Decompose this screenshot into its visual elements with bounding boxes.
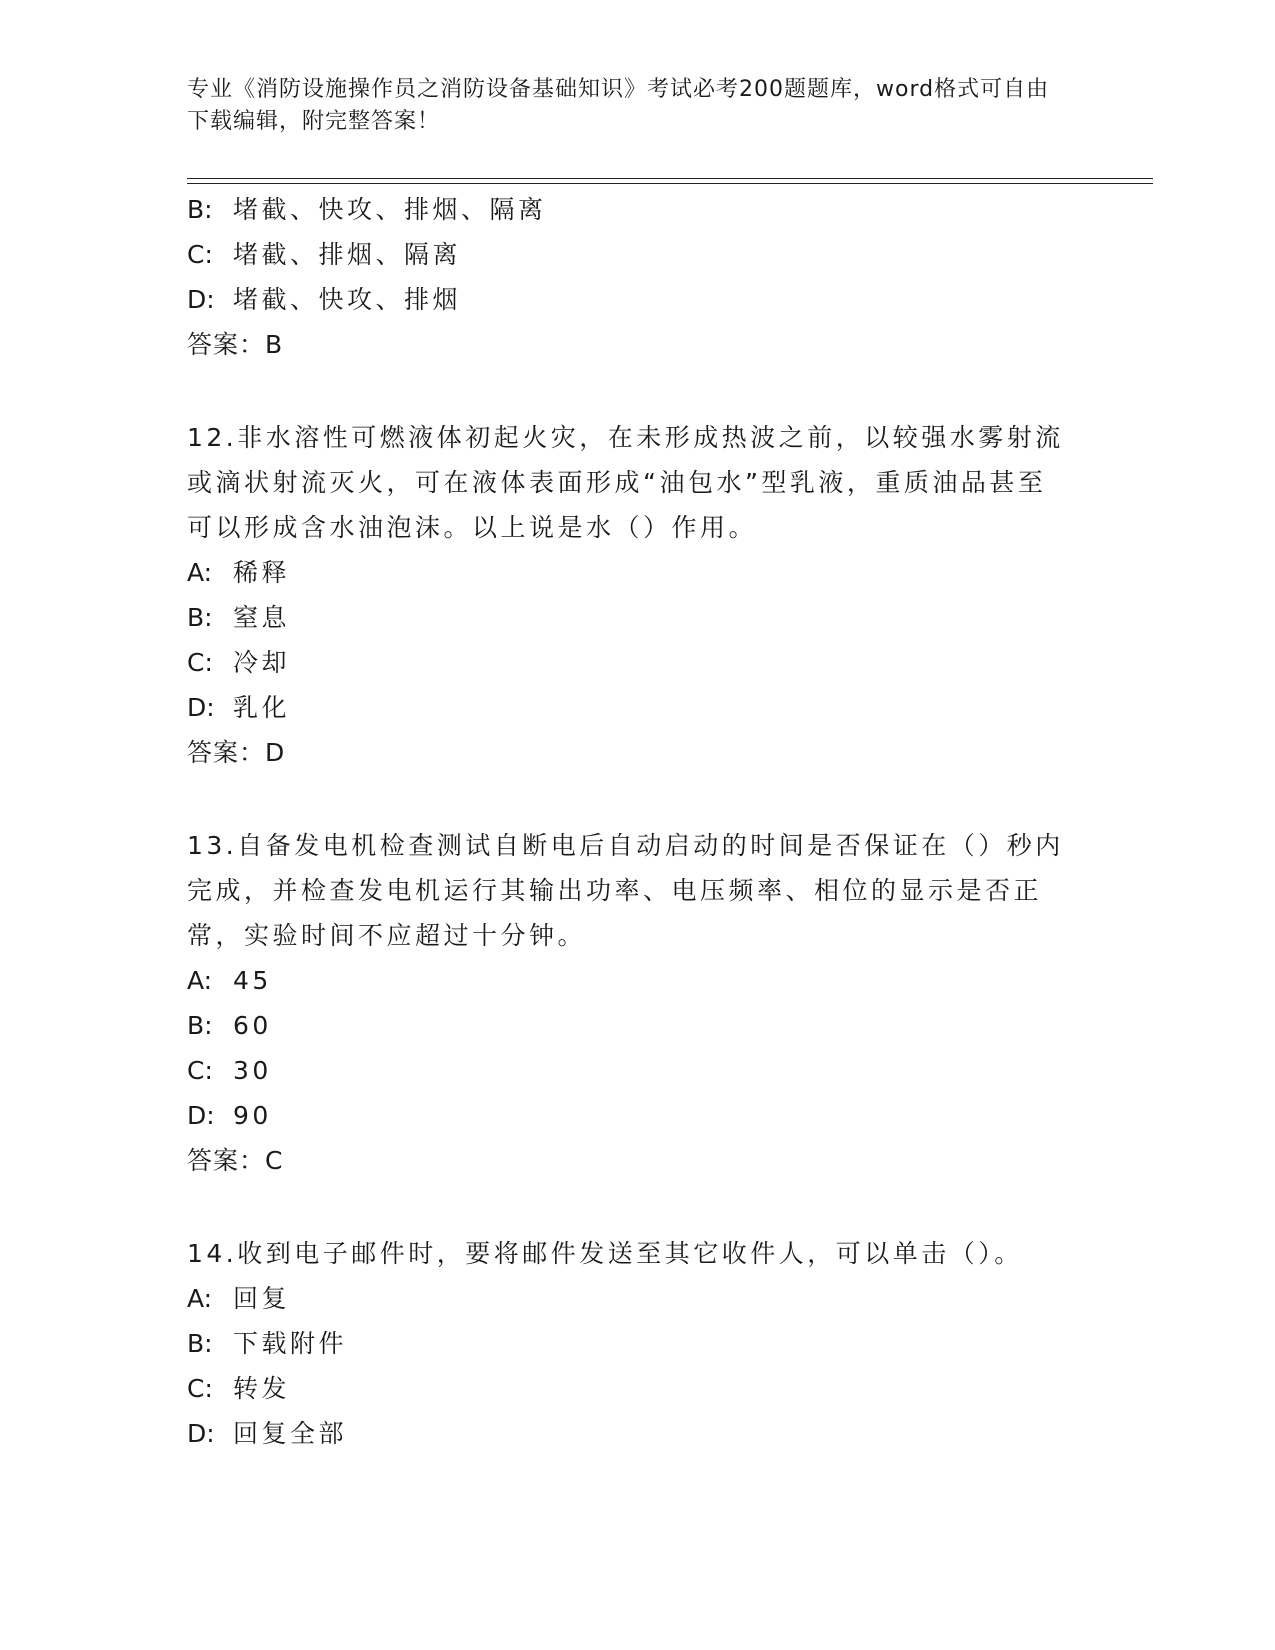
question-13	[187, 823, 1087, 1183]
option-text: 堵截、排烟、隔离	[233, 240, 462, 269]
option-a	[187, 550, 1087, 595]
question-stem: 13.自备发电机检查测试自断电后自动启动的时间是否保证在（）秒内完成，并检查发电机运行其输出功率、电压频率、相位的显示是否正常，实验时间不应超过十分钟。	[187, 831, 1064, 950]
option-d	[187, 1411, 1087, 1456]
option-c	[187, 1048, 1087, 1093]
answer-line: 答案：D	[187, 738, 286, 767]
option-c	[187, 640, 1087, 685]
option-key: C:	[187, 240, 213, 269]
option-key: D:	[187, 1419, 215, 1448]
option-text: 30	[233, 1056, 272, 1085]
answer-line: 答案：C	[187, 1146, 284, 1175]
option-key: C:	[187, 1374, 213, 1403]
option-b	[187, 595, 1087, 640]
option-text: 稀释	[233, 558, 291, 587]
option-key: D:	[187, 693, 215, 722]
answer-line: 答案：B	[187, 330, 284, 359]
option-key: B:	[187, 1329, 213, 1358]
option-c	[187, 1366, 1087, 1411]
option-d	[187, 685, 1087, 730]
option-text: 下载附件	[233, 1329, 348, 1358]
option-c	[187, 232, 1087, 277]
option-text: 90	[233, 1101, 272, 1130]
option-key: D:	[187, 285, 215, 314]
option-a	[187, 1276, 1087, 1321]
option-text: 45	[233, 966, 272, 995]
option-key: C:	[187, 1056, 213, 1085]
option-d	[187, 1093, 1087, 1138]
option-key: B:	[187, 1011, 213, 1040]
option-a	[187, 958, 1087, 1003]
document-header: 专业《消防设施操作员之消防设备基础知识》考试必考200题题库，word格式可自由下载编辑，附完整答案！	[187, 77, 1050, 134]
question-stem: 12.非水溶性可燃液体初起火灾，在未形成热波之前，以较强水雾射流或滴状射流灭火，可在液体表面形成“油包水”型乳液，重质油品甚至可以形成含水油泡沫。以上说是水（）作用。	[187, 423, 1064, 542]
header-divider-bottom	[187, 183, 1153, 184]
option-b	[187, 1321, 1087, 1366]
option-key: C:	[187, 648, 213, 677]
option-key: A:	[187, 1284, 213, 1313]
question-12	[187, 415, 1087, 775]
option-key: D:	[187, 1101, 215, 1130]
option-text: 转发	[233, 1374, 291, 1403]
option-d	[187, 277, 1087, 322]
question-14	[187, 1231, 1087, 1456]
question-list	[187, 187, 1087, 1456]
option-key: B:	[187, 603, 213, 632]
option-text: 堵截、快攻、排烟、隔离	[233, 195, 547, 224]
option-b	[187, 1003, 1087, 1048]
option-key: A:	[187, 966, 213, 995]
header-divider-top	[187, 178, 1153, 179]
option-key: A:	[187, 558, 213, 587]
option-text: 冷却	[233, 648, 291, 677]
option-text: 堵截、快攻、排烟	[233, 285, 462, 314]
option-text: 回复全部	[233, 1419, 348, 1448]
option-b	[187, 187, 1087, 232]
question-stem: 14.收到电子邮件时，要将邮件发送至其它收件人，可以单击（）。	[187, 1239, 1023, 1268]
option-text: 乳化	[233, 693, 291, 722]
option-key: B:	[187, 195, 213, 224]
option-text: 60	[233, 1011, 272, 1040]
option-text: 回复	[233, 1284, 291, 1313]
option-text: 窒息	[233, 603, 291, 632]
question-11-continued	[187, 187, 1087, 367]
